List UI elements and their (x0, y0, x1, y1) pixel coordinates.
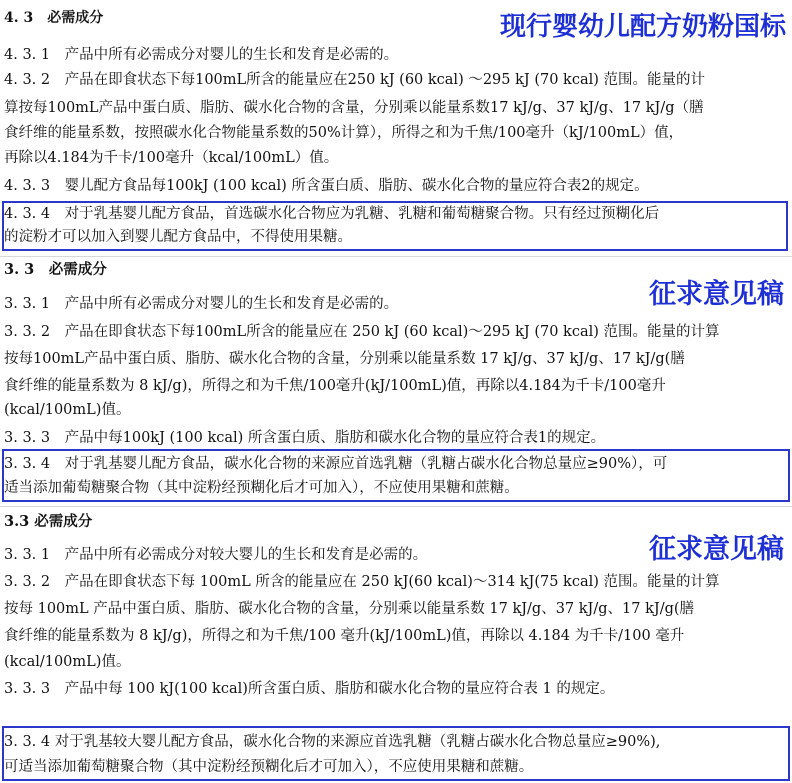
clause-3-3-2-draft-1-line-4: (kcal/100mL)值。 (4, 402, 131, 418)
clause-4-3-2-line-2: 算按每100mL产品中蛋白质、脂肪、碳水化合物的含量，分别乘以能量系数17 kJ/g、37 kJ/g、17 kJ/g（膳 (4, 100, 704, 116)
clause-3-3-3-draft-1: 3. 3. 3 产品中每100kJ (100 kcal) 所含蛋白质、脂肪和碳水化合物的量应符合表1的规定。 (4, 430, 606, 446)
clause-4-3-4-line-2: 的淀粉才可以加入到婴儿配方食品中，不得使用果糖。 (4, 229, 352, 245)
stamp-draft-2: 征求意见稿 (649, 534, 784, 565)
clause-3-3-2-draft-1-line-1: 3. 3. 2 产品在即食状态下每100mL所含的能量应在 250 kJ (60 kcal)～295 kJ (70 kcal) 范围。能量的计算 (4, 324, 720, 340)
clause-3-3-4-draft-2-line-2: 可适当添加葡萄糖聚合物（其中淀粉经预糊化后才可加入），不应使用果糖和蔗糖。 (4, 759, 534, 775)
clause-3-3-2-draft-2-line-3: 食纤维的能量系数为 8 kJ/g)，所得之和为千焦/100 毫升(kJ/100mL)值，再除以 4.184 为千卡/100 毫升 (4, 628, 685, 644)
clause-3-3-2-draft-1-line-2: 按每100mL产品中蛋白质、脂肪、碳水化合物的含量，分别乘以能量系数 17 kJ/g、37 kJ/g、17 kJ/g(膳 (4, 351, 685, 367)
stamp-current-standard: 现行婴幼儿配方奶粉国标 (499, 12, 786, 42)
clause-4-3-2-line-4: 再除以4.184为千卡/100毫升（kcal/100mL）值。 (4, 150, 339, 166)
clause-3-3-3-draft-2: 3. 3. 3 产品中每 100 kJ(100 kcal)所含蛋白质、脂肪和碳水化合物的量应符合表 1 的规定。 (4, 681, 615, 697)
clause-4-3-2-line-1: 4. 3. 2 产品在即食状态下每100mL所含的能量应在250 kJ (60 kcal) ～295 kJ (70 kcal) 范围。能量的计 (4, 72, 705, 88)
clause-3-3-2-draft-1-line-3: 食纤维的能量系数为 8 kJ/g)，所得之和为千焦/100毫升(kJ/100mL)值，再除以4.184为千卡/100毫升 (4, 378, 666, 394)
clause-4-3-1: 4. 3. 1 产品中所有必需成分对婴儿的生长和发育是必需的。 (4, 47, 399, 63)
clause-3-3-2-draft-2-line-2: 按每 100mL 产品中蛋白质、脂肪、碳水化合物的含量，分别乘以能量系数 17 kJ/g、37 kJ/g、17 kJ/g(膳 (4, 601, 695, 617)
clause-3-3-1-draft-1: 3. 3. 1 产品中所有必需成分对婴儿的生长和发育是必需的。 (4, 296, 399, 312)
stamp-draft-1: 征求意见稿 (649, 279, 784, 310)
heading-4-3: 4. 3 必需成分 (4, 10, 104, 26)
divider-2 (0, 506, 792, 507)
clause-3-3-4-draft-2-line-1: 3. 3. 4 对于乳基较大婴儿配方食品，碳水化合物的来源应首选乳糖（乳糖占碳水化合物总量应≥90%), (4, 734, 661, 750)
clause-4-3-4-line-1: 4. 3. 4 对于乳基婴儿配方食品，首选碳水化合物应为乳糖、乳糖和葡萄糖聚合物。只有经过预糊化后 (4, 206, 660, 222)
heading-3-3-draft-2: 3.3 必需成分 (4, 513, 93, 530)
clause-3-3-1-draft-2: 3. 3. 1 产品中所有必需成分对较大婴儿的生长和发育是必需的。 (4, 547, 428, 563)
clause-3-3-2-draft-2-line-1: 3. 3. 2 产品在即食状态下每 100mL 所含的能量应在 250 kJ(60 kcal)～314 kJ(75 kcal) 范围。能量的计算 (4, 574, 720, 590)
clause-4-3-3: 4. 3. 3 婴儿配方食品每100kJ (100 kcal) 所含蛋白质、脂肪、碳水化合物的量应符合表2的规定。 (4, 178, 649, 194)
clause-3-3-4-draft-1-line-2: 适当添加葡萄糖聚合物（其中淀粉经预糊化后才可加入），不应使用果糖和蔗糖。 (4, 480, 519, 496)
heading-3-3-draft-1: 3. 3 必需成分 (4, 261, 107, 278)
clause-4-3-2-line-3: 食纤维的能量系数，按照碳水化合物能量系数的50%计算），所得之和为千焦/100毫升（kJ/100mL）值， (4, 125, 684, 141)
divider-1 (0, 256, 792, 257)
clause-3-3-2-draft-2-line-4: (kcal/100mL)值。 (4, 654, 131, 670)
clause-3-3-4-draft-1-line-1: 3. 3. 4 对于乳基婴儿配方食品，碳水化合物的来源应首选乳糖（乳糖占碳水化合物总量应≥90%），可 (4, 456, 668, 472)
